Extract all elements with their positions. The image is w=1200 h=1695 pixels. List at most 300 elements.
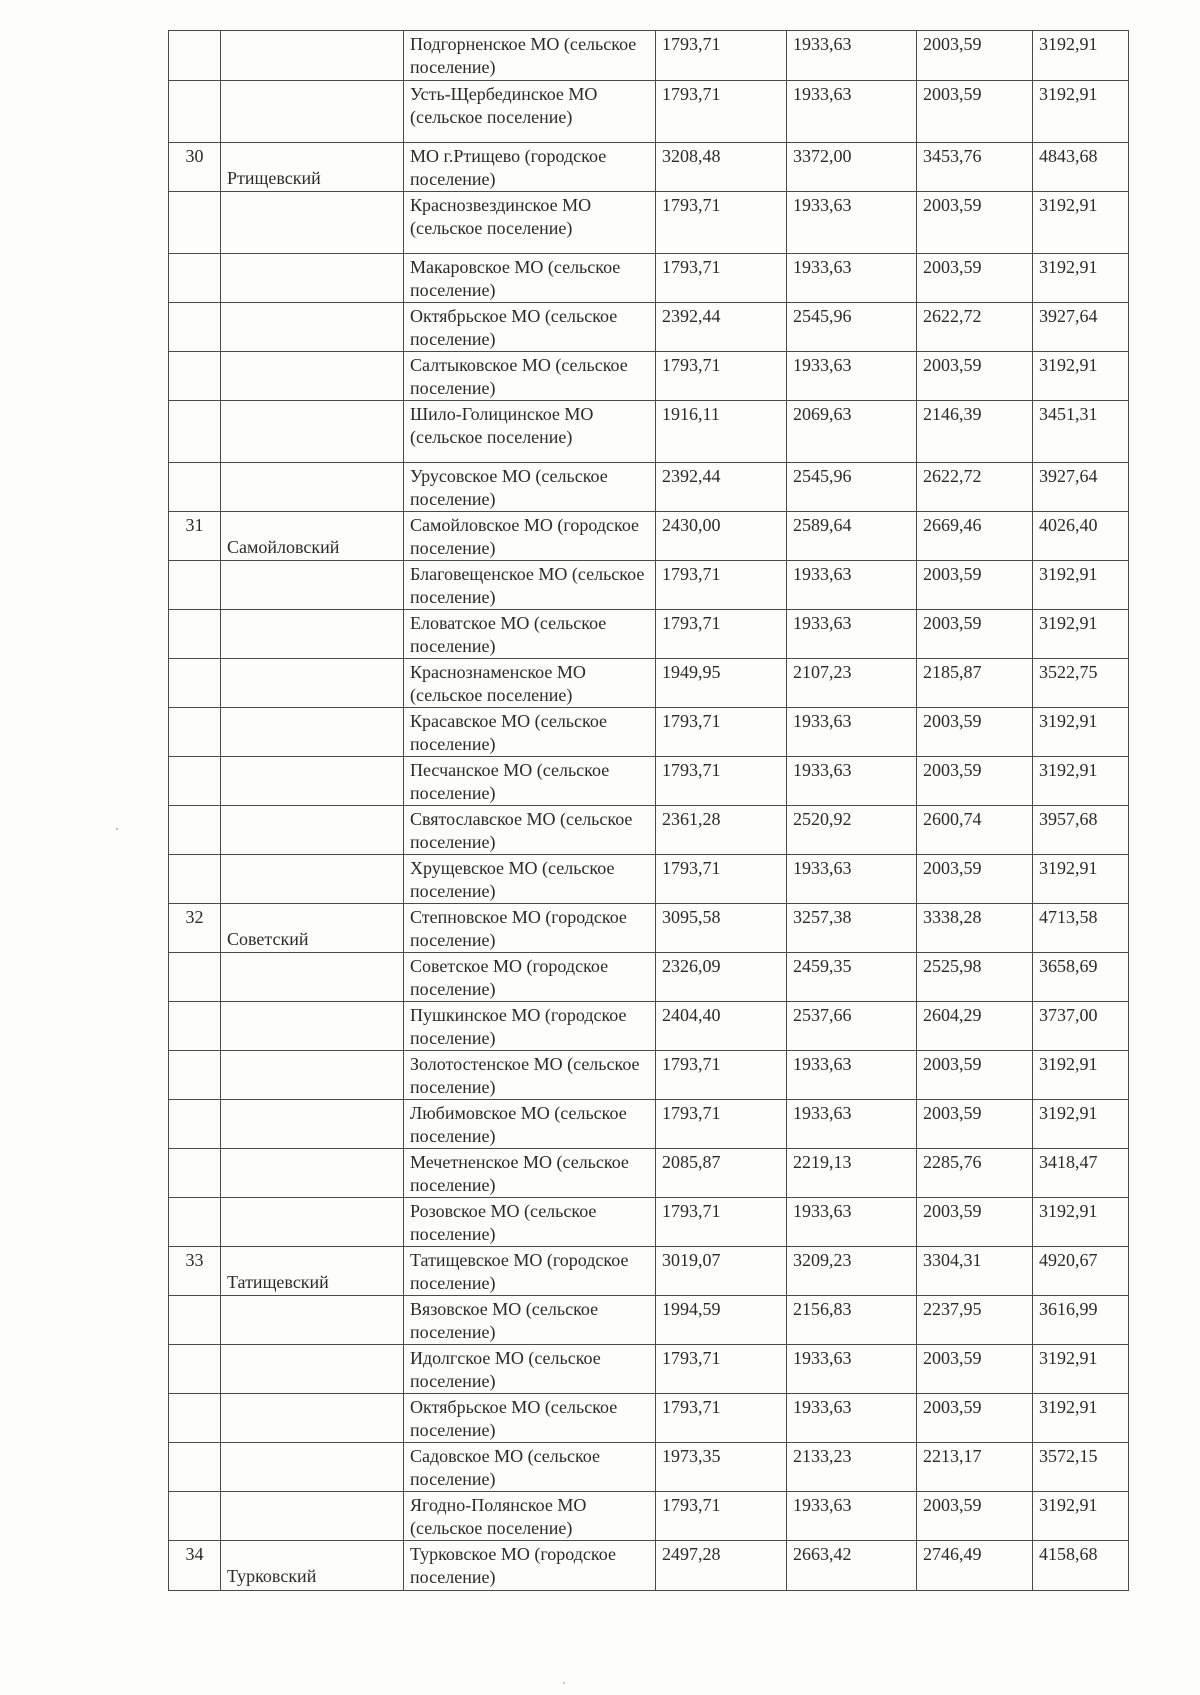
district-name-cell	[221, 757, 404, 806]
municipality-name: Еловатское МО (сельское поселение)	[410, 613, 607, 656]
tariff-value-1: 3208,48	[662, 146, 721, 166]
tariff-value-3-cell	[917, 757, 1033, 806]
tariff-value-1: 1793,71	[662, 84, 721, 104]
row-number-cell	[169, 192, 221, 254]
tariff-value-4: 4026,40	[1039, 515, 1098, 535]
row-number-cell	[169, 904, 221, 953]
row-number: 30	[185, 146, 204, 166]
tariff-value-3: 2003,59	[923, 760, 982, 780]
district-name	[227, 1102, 397, 1124]
tariff-value-1: 1793,71	[662, 858, 721, 878]
municipality-name: Красавское МО (сельское поселение)	[410, 711, 608, 754]
municipality-name: Урусовское МО (сельское поселение)	[410, 466, 608, 509]
row-number-cell	[169, 143, 221, 192]
tariff-value-1: 3095,58	[662, 907, 721, 927]
tariff-value-2: 1933,63	[793, 195, 852, 215]
tariff-value-4-cell	[1033, 254, 1129, 303]
municipality-name-cell	[404, 1345, 656, 1394]
table-row	[169, 1149, 1129, 1198]
district-name: Советский	[227, 929, 309, 949]
tariff-value-4: 3192,91	[1039, 195, 1098, 215]
tariff-value-1-cell	[656, 904, 787, 953]
tariff-value-3-cell	[917, 1345, 1033, 1394]
tariff-value-3: 3338,28	[923, 907, 982, 927]
district-name	[227, 612, 397, 634]
row-number-cell	[169, 401, 221, 463]
tariff-value-3-cell	[917, 610, 1033, 659]
district-name: Ртищевский	[227, 168, 321, 188]
tariff-value-2-cell	[787, 401, 917, 463]
row-number-cell	[169, 757, 221, 806]
table-row	[169, 303, 1129, 352]
tariff-value-2-cell	[787, 352, 917, 401]
tariff-value-3-cell	[917, 1541, 1033, 1591]
tariff-value-2: 1933,63	[793, 34, 852, 54]
row-number-cell	[169, 31, 221, 81]
tariff-value-2: 2069,63	[793, 404, 852, 424]
tariff-value-2-cell	[787, 254, 917, 303]
tariff-value-2-cell	[787, 953, 917, 1002]
district-name-cell	[221, 659, 404, 708]
tariff-value-3-cell	[917, 708, 1033, 757]
tariff-value-2-cell	[787, 855, 917, 904]
tariff-value-3: 2003,59	[923, 257, 982, 277]
tariff-value-3-cell	[917, 81, 1033, 143]
municipality-name-cell	[404, 610, 656, 659]
municipality-name: Макаровское МО (сельское поселение)	[410, 257, 621, 300]
municipality-name-cell	[404, 1051, 656, 1100]
row-number-cell	[169, 1051, 221, 1100]
tariff-value-4: 3192,91	[1039, 760, 1098, 780]
municipality-name: Шило-Голицинское МО (сельское поселение)	[410, 404, 594, 447]
table-row	[169, 1002, 1129, 1051]
table-row	[169, 561, 1129, 610]
tariff-value-2: 1933,63	[793, 564, 852, 584]
tariff-value-3-cell	[917, 143, 1033, 192]
tariff-value-4-cell	[1033, 463, 1129, 512]
tariff-value-1: 1973,35	[662, 1446, 721, 1466]
tariff-value-2: 2520,92	[793, 809, 852, 829]
tariff-value-2-cell	[787, 904, 917, 953]
tariff-value-1: 3019,07	[662, 1250, 721, 1270]
tariff-value-2: 3209,23	[793, 1250, 852, 1270]
tariff-value-3: 2237,95	[923, 1299, 982, 1319]
tariff-value-3-cell	[917, 31, 1033, 81]
row-number-cell	[169, 512, 221, 561]
municipality-name-cell	[404, 757, 656, 806]
tariff-value-2-cell	[787, 303, 917, 352]
tariff-value-4-cell	[1033, 1492, 1129, 1541]
tariff-value-3: 2146,39	[923, 404, 982, 424]
district-name	[227, 33, 397, 55]
tariff-value-1: 1793,71	[662, 34, 721, 54]
district-name	[227, 661, 397, 683]
tariff-table-body	[169, 31, 1129, 1591]
district-name	[227, 305, 397, 327]
tariff-value-2-cell	[787, 708, 917, 757]
tariff-value-1: 2497,28	[662, 1544, 721, 1564]
tariff-value-4-cell	[1033, 904, 1129, 953]
tariff-value-1-cell	[656, 953, 787, 1002]
tariff-value-3-cell	[917, 855, 1033, 904]
municipality-name: Песчанское МО (сельское поселение)	[410, 760, 610, 803]
tariff-value-4: 3192,91	[1039, 355, 1098, 375]
municipality-name-cell	[404, 512, 656, 561]
tariff-value-3: 2525,98	[923, 956, 982, 976]
tariff-value-4: 3192,91	[1039, 257, 1098, 277]
table-row	[169, 254, 1129, 303]
row-number-cell	[169, 1100, 221, 1149]
tariff-value-2: 1933,63	[793, 760, 852, 780]
district-name-cell	[221, 561, 404, 610]
municipality-name-cell	[404, 659, 656, 708]
municipality-name-cell	[404, 1296, 656, 1345]
municipality-name: Любимовское МО (сельское поселение)	[410, 1103, 627, 1146]
tariff-value-1-cell	[656, 303, 787, 352]
row-number-cell	[169, 1394, 221, 1443]
tariff-value-2-cell	[787, 1492, 917, 1541]
tariff-value-2-cell	[787, 1198, 917, 1247]
tariff-value-2-cell	[787, 1002, 917, 1051]
row-number-cell	[169, 659, 221, 708]
district-name-cell	[221, 1149, 404, 1198]
table-row	[169, 192, 1129, 254]
district-name-cell	[221, 1492, 404, 1541]
tariff-value-3: 2003,59	[923, 1495, 982, 1515]
row-number-cell	[169, 953, 221, 1002]
municipality-name: Ягодно-Полянское МО (сельское поселение)	[410, 1495, 587, 1538]
district-name	[227, 1004, 397, 1026]
municipality-name-cell	[404, 1394, 656, 1443]
tariff-value-1-cell	[656, 1443, 787, 1492]
municipality-name: Подгорненское МО (сельское поселение)	[410, 34, 637, 77]
tariff-value-3: 3304,31	[923, 1250, 982, 1270]
municipality-name: Самойловское МО (городское поселение)	[410, 515, 640, 558]
tariff-value-3: 2003,59	[923, 1201, 982, 1221]
tariff-value-4: 3451,31	[1039, 404, 1098, 424]
municipality-name: Золотостенское МО (сельское поселение)	[410, 1054, 640, 1097]
municipality-name-cell	[404, 953, 656, 1002]
municipality-name-cell	[404, 904, 656, 953]
district-name-cell	[221, 1345, 404, 1394]
tariff-value-1-cell	[656, 659, 787, 708]
tariff-value-3-cell	[917, 1002, 1033, 1051]
row-number-cell	[169, 610, 221, 659]
tariff-value-1: 1793,71	[662, 257, 721, 277]
table-row	[169, 81, 1129, 143]
tariff-value-4-cell	[1033, 31, 1129, 81]
tariff-value-4-cell	[1033, 1541, 1129, 1591]
tariff-value-3-cell	[917, 1296, 1033, 1345]
row-number: 33	[185, 1250, 204, 1270]
tariff-value-2-cell	[787, 1296, 917, 1345]
municipality-name: Степновское МО (городское поселение)	[410, 907, 627, 950]
tariff-value-4-cell	[1033, 1002, 1129, 1051]
tariff-value-3: 2003,59	[923, 34, 982, 54]
district-name-cell	[221, 1002, 404, 1051]
table-row	[169, 659, 1129, 708]
tariff-value-3: 2213,17	[923, 1446, 982, 1466]
tariff-value-4-cell	[1033, 1443, 1129, 1492]
district-name-cell	[221, 1247, 404, 1296]
district-name	[227, 1053, 397, 1075]
table-row	[169, 806, 1129, 855]
row-number-cell	[169, 806, 221, 855]
table-row	[169, 1051, 1129, 1100]
municipality-name-cell	[404, 1100, 656, 1149]
municipality-name-cell	[404, 855, 656, 904]
row-number-cell	[169, 1149, 221, 1198]
tariff-value-3-cell	[917, 1198, 1033, 1247]
tariff-value-4: 4158,68	[1039, 1544, 1098, 1564]
table-row	[169, 1394, 1129, 1443]
tariff-value-2-cell	[787, 1247, 917, 1296]
district-name	[227, 1494, 397, 1516]
district-name-cell	[221, 1051, 404, 1100]
tariff-value-1: 1793,71	[662, 195, 721, 215]
tariff-value-2: 2459,35	[793, 956, 852, 976]
district-name	[227, 563, 397, 585]
tariff-value-2: 1933,63	[793, 1201, 852, 1221]
tariff-value-4: 3192,91	[1039, 613, 1098, 633]
table-row	[169, 401, 1129, 463]
tariff-value-4: 3192,91	[1039, 1103, 1098, 1123]
tariff-value-3: 2003,59	[923, 564, 982, 584]
tariff-value-1: 1793,71	[662, 355, 721, 375]
municipality-name: Пушкинское МО (городское поселение)	[410, 1005, 627, 1048]
municipality-name-cell	[404, 463, 656, 512]
municipality-name: Идолгское МО (сельское поселение)	[410, 1348, 601, 1391]
district-name-cell	[221, 610, 404, 659]
tariff-value-2: 1933,63	[793, 1103, 852, 1123]
district-name-cell	[221, 303, 404, 352]
tariff-value-3-cell	[917, 561, 1033, 610]
district-name-cell	[221, 81, 404, 143]
tariff-value-3-cell	[917, 1443, 1033, 1492]
municipality-name: Хрущевское МО (сельское поселение)	[410, 858, 615, 901]
tariff-value-1-cell	[656, 1002, 787, 1051]
tariff-value-3-cell	[917, 1149, 1033, 1198]
tariff-value-3-cell	[917, 1492, 1033, 1541]
municipality-name: Октябрьское МО (сельское поселение)	[410, 1397, 618, 1440]
tariff-value-4: 3927,64	[1039, 466, 1098, 486]
tariff-value-2-cell	[787, 1100, 917, 1149]
municipality-name-cell	[404, 1002, 656, 1051]
tariff-value-4: 3192,91	[1039, 1201, 1098, 1221]
municipality-name: Татищевское МО (городское поселение)	[410, 1250, 629, 1293]
tariff-value-4: 3522,75	[1039, 662, 1098, 682]
tariff-value-3-cell	[917, 401, 1033, 463]
tariff-value-2: 2545,96	[793, 306, 852, 326]
tariff-value-3: 2622,72	[923, 306, 982, 326]
tariff-value-4: 3192,91	[1039, 711, 1098, 731]
municipality-name-cell	[404, 254, 656, 303]
table-row	[169, 512, 1129, 561]
tariff-value-3-cell	[917, 192, 1033, 254]
municipality-name: Усть-Щербединское МО (сельское поселение)	[410, 84, 598, 127]
tariff-value-2: 1933,63	[793, 613, 852, 633]
tariff-value-4: 3192,91	[1039, 1054, 1098, 1074]
row-number-cell	[169, 1002, 221, 1051]
district-name	[227, 256, 397, 278]
tariff-value-2-cell	[787, 757, 917, 806]
tariff-value-4-cell	[1033, 561, 1129, 610]
tariff-value-3: 2003,59	[923, 195, 982, 215]
row-number-cell	[169, 1198, 221, 1247]
tariff-value-2-cell	[787, 659, 917, 708]
tariff-value-3-cell	[917, 303, 1033, 352]
tariff-value-4: 4843,68	[1039, 146, 1098, 166]
municipality-name: Благовещенское МО (сельское поселение)	[410, 564, 645, 607]
tariff-value-2-cell	[787, 1394, 917, 1443]
tariff-value-1-cell	[656, 352, 787, 401]
tariff-value-3: 2003,59	[923, 1103, 982, 1123]
municipality-name: Святославское МО (сельское поселение)	[410, 809, 633, 852]
scan-speck	[563, 1682, 565, 1684]
district-name	[227, 1445, 397, 1467]
tariff-value-1-cell	[656, 401, 787, 463]
tariff-value-1-cell	[656, 463, 787, 512]
municipality-name-cell	[404, 1443, 656, 1492]
table-row	[169, 855, 1129, 904]
tariff-value-1-cell	[656, 1345, 787, 1394]
district-name-cell	[221, 31, 404, 81]
municipality-name-cell	[404, 352, 656, 401]
municipality-name: Октябрьское МО (сельское поселение)	[410, 306, 618, 349]
row-number: 34	[185, 1544, 204, 1564]
district-name	[227, 1298, 397, 1320]
district-name-cell	[221, 806, 404, 855]
tariff-value-1: 1793,71	[662, 1397, 721, 1417]
district-name	[227, 1347, 397, 1369]
row-number-cell	[169, 1296, 221, 1345]
municipality-name-cell	[404, 1492, 656, 1541]
tariff-value-3: 2185,87	[923, 662, 982, 682]
row-number: 32	[185, 907, 204, 927]
tariff-value-3-cell	[917, 1100, 1033, 1149]
municipality-name: Советское МО (городское поселение)	[410, 956, 609, 999]
tariff-value-3-cell	[917, 904, 1033, 953]
tariff-value-4: 3658,69	[1039, 956, 1098, 976]
district-name: Самойловский	[227, 537, 340, 557]
district-name-cell	[221, 1541, 404, 1591]
district-name	[227, 1396, 397, 1418]
tariff-value-1: 2404,40	[662, 1005, 721, 1025]
tariff-value-3-cell	[917, 1394, 1033, 1443]
tariff-value-3-cell	[917, 1247, 1033, 1296]
tariff-value-3: 2003,59	[923, 355, 982, 375]
table-row	[169, 757, 1129, 806]
tariff-value-4: 3192,91	[1039, 858, 1098, 878]
tariff-value-2: 1933,63	[793, 355, 852, 375]
row-number-cell	[169, 1247, 221, 1296]
tariff-value-2: 1933,63	[793, 858, 852, 878]
tariff-value-1: 1793,71	[662, 613, 721, 633]
table-row	[169, 352, 1129, 401]
district-name	[227, 194, 397, 216]
table-row	[169, 708, 1129, 757]
municipality-name-cell	[404, 1541, 656, 1591]
municipality-name: Вязовское МО (сельское поселение)	[410, 1299, 599, 1342]
tariff-value-2: 1933,63	[793, 711, 852, 731]
tariff-value-4: 3572,15	[1039, 1446, 1098, 1466]
tariff-value-2-cell	[787, 1345, 917, 1394]
tariff-value-1-cell	[656, 1198, 787, 1247]
table-row	[169, 953, 1129, 1002]
tariff-value-1-cell	[656, 1394, 787, 1443]
municipality-name-cell	[404, 401, 656, 463]
row-number-cell	[169, 1443, 221, 1492]
tariff-value-3-cell	[917, 512, 1033, 561]
tariff-value-4-cell	[1033, 1149, 1129, 1198]
tariff-value-1: 2361,28	[662, 809, 721, 829]
table-row	[169, 143, 1129, 192]
municipality-name: Краснознаменское МО (сельское поселение)	[410, 662, 586, 705]
row-number-cell	[169, 1345, 221, 1394]
tariff-value-4-cell	[1033, 81, 1129, 143]
tariff-value-2-cell	[787, 1541, 917, 1591]
tariff-value-2-cell	[787, 143, 917, 192]
municipality-name-cell	[404, 31, 656, 81]
tariff-value-3: 2003,59	[923, 1397, 982, 1417]
municipality-name-cell	[404, 1198, 656, 1247]
district-name	[227, 403, 397, 425]
tariff-value-2-cell	[787, 806, 917, 855]
tariff-value-3: 2003,59	[923, 1348, 982, 1368]
district-name	[227, 710, 397, 732]
tariff-value-4-cell	[1033, 806, 1129, 855]
tariff-value-4-cell	[1033, 303, 1129, 352]
tariff-value-2: 2663,42	[793, 1544, 852, 1564]
tariff-value-3: 2622,72	[923, 466, 982, 486]
tariff-value-3-cell	[917, 953, 1033, 1002]
tariff-value-3-cell	[917, 254, 1033, 303]
tariff-value-1: 2392,44	[662, 306, 721, 326]
tariff-value-1: 2430,00	[662, 515, 721, 535]
district-name	[227, 83, 397, 105]
tariff-value-4-cell	[1033, 757, 1129, 806]
tariff-value-4: 3616,99	[1039, 1299, 1098, 1319]
tariff-value-4-cell	[1033, 401, 1129, 463]
table-row	[169, 1296, 1129, 1345]
table-row	[169, 1198, 1129, 1247]
district-name-cell	[221, 463, 404, 512]
tariff-value-4-cell	[1033, 1296, 1129, 1345]
tariff-value-4-cell	[1033, 352, 1129, 401]
tariff-value-3: 2746,49	[923, 1544, 982, 1564]
row-number-cell	[169, 1492, 221, 1541]
tariff-value-4-cell	[1033, 610, 1129, 659]
row-number-cell	[169, 708, 221, 757]
tariff-value-1: 1793,71	[662, 1495, 721, 1515]
district-name-cell	[221, 855, 404, 904]
tariff-value-2-cell	[787, 1051, 917, 1100]
tariff-value-1-cell	[656, 192, 787, 254]
tariff-value-1-cell	[656, 1149, 787, 1198]
tariff-value-2: 1933,63	[793, 1397, 852, 1417]
tariff-value-1: 1793,71	[662, 564, 721, 584]
tariff-value-4: 4920,67	[1039, 1250, 1098, 1270]
tariff-value-4-cell	[1033, 1198, 1129, 1247]
district-name-cell	[221, 1296, 404, 1345]
municipality-name: Турковское МО (городское поселение)	[410, 1544, 616, 1587]
tariff-value-1: 1793,71	[662, 1103, 721, 1123]
table-row	[169, 31, 1129, 81]
municipality-name-cell	[404, 143, 656, 192]
tariff-value-1: 1793,71	[662, 711, 721, 731]
tariff-value-2-cell	[787, 81, 917, 143]
tariff-value-1-cell	[656, 1296, 787, 1345]
